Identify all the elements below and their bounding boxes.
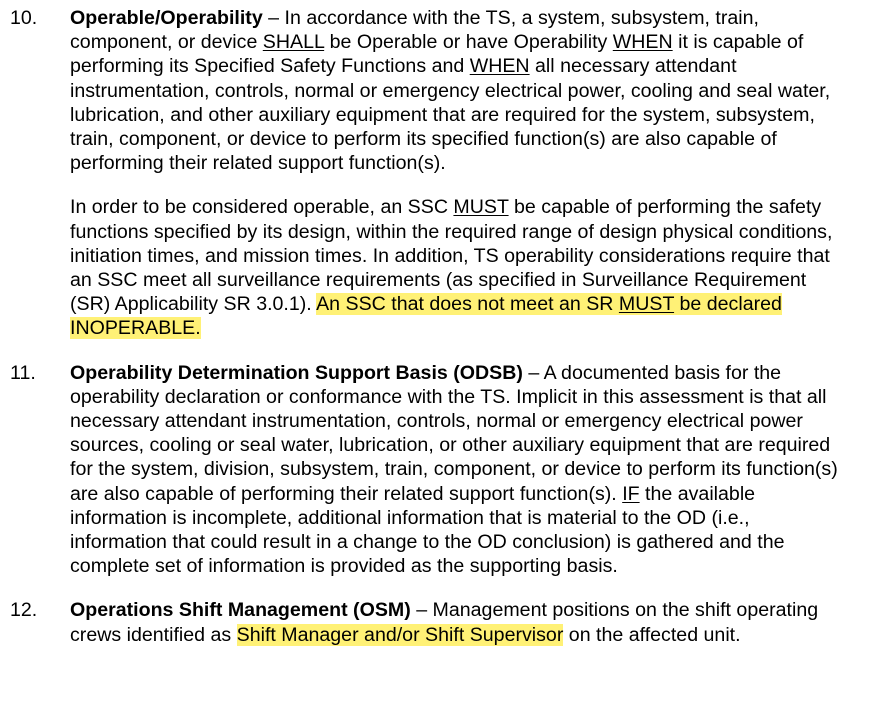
body-text: Management positions on the shift operating crews identified as	[70, 599, 819, 646]
body-text: the available information is incomplete, additional information that is material to the OD (i.e., information that could result in a change to the OD conclusion) is gathered and the complete set of information is provided as the supporting basis.	[70, 482, 785, 578]
definition-term: Operability Determination Support Basis (ODSB)	[70, 361, 523, 384]
item-number: 10.	[10, 7, 38, 29]
body-text: it is capable of performing its Specified Safety Functions and	[70, 31, 804, 78]
definition-paragraph	[70, 6, 850, 175]
definition-item-11	[0, 361, 870, 579]
keyword-if: IF	[622, 482, 640, 505]
term-dash: –	[262, 7, 285, 29]
body-text: on the affected unit.	[563, 623, 741, 646]
definition-item-10	[0, 6, 870, 341]
keyword-must: MUST	[453, 196, 509, 219]
body-text: all necessary attendant instrumentation, controls, normal or emergency electrical power, cooling and seal water, lubrication, and other auxiliary equipment that are required for the system, subsystem, train, component, or device to perform its specified function(s) are also capable of performing their related support function(s).	[70, 55, 831, 175]
term-dash: –	[522, 361, 544, 384]
highlighted-text: Shift Manager and/or Shift Supervisor	[236, 623, 564, 646]
highlight-text-part: An SSC that does not meet an SR	[316, 293, 619, 316]
definition-term: Operable/Operability	[70, 7, 263, 29]
item-number: 12.	[10, 599, 38, 622]
body-text: be capable of performing the safety functions specified by its design, within the required range of design physical conditions, initiation times, and mission times. In addition, TS operability considerations require that an SSC meet all surveillance requirements (as specified in Surveillance Requirement (SR) Applicability SR 3.0.1).	[70, 196, 833, 316]
body-text: A documented basis for the operability declaration or conformance with the TS. Implicit in this assessment is that all necessary attendant instrumentation, controls, normal or emergency electrical power sources, cooling or seal water, lubrication, or other auxiliary equipment that are required for the system, division, subsystem, train, component, or device to perform its function(s) are also capable of performing their related support function(s).	[70, 361, 838, 505]
term-dash: –	[410, 599, 433, 622]
definition-item-12	[0, 598, 870, 646]
keyword-when: WHEN	[612, 31, 673, 54]
keyword-shall: SHALL	[262, 31, 325, 54]
keyword-when: WHEN	[469, 55, 530, 78]
item-number: 11.	[10, 361, 36, 384]
body-text: In order to be considered operable, an SSC	[70, 196, 454, 219]
operability-paragraph	[70, 195, 850, 340]
definition-paragraph	[70, 361, 850, 579]
keyword-must: MUST	[618, 293, 675, 316]
body-text: be Operable or have Operability	[324, 31, 613, 54]
body-text: In accordance with the TS, a system, subsystem, train, component, or device	[70, 7, 759, 54]
highlight-text-part: be declared INOPERABLE.	[70, 293, 782, 340]
definition-paragraph	[70, 598, 850, 646]
definition-term: Operations Shift Management (OSM)	[70, 599, 411, 622]
